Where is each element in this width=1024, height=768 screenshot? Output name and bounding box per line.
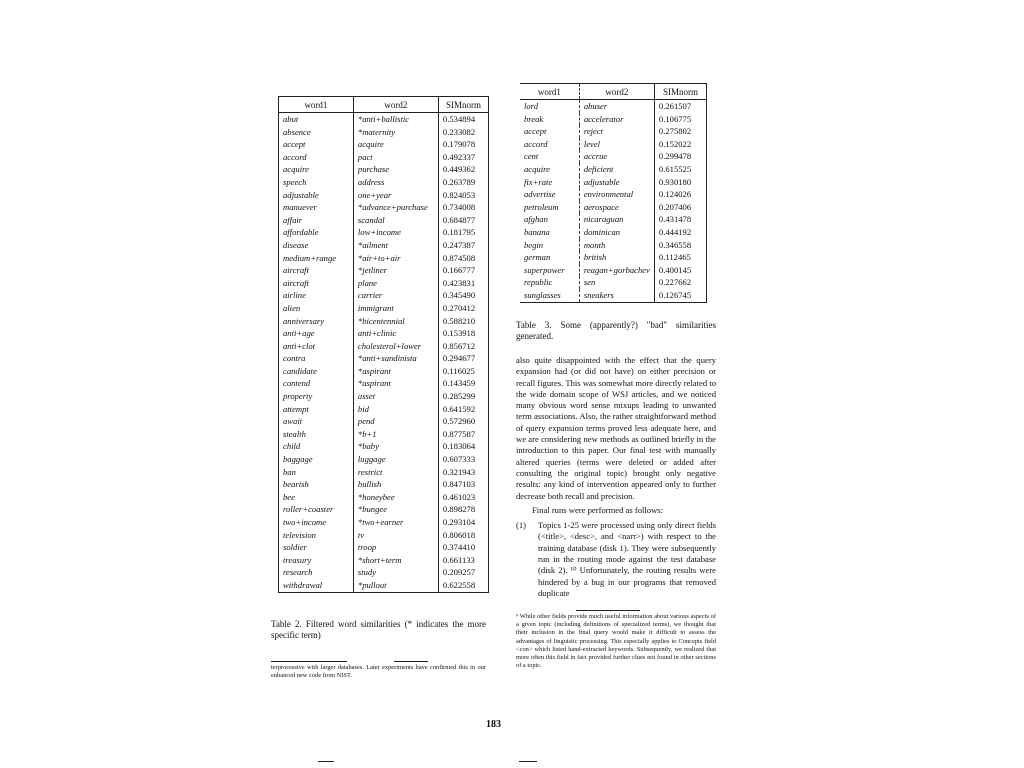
cell-word2: tv — [353, 529, 438, 542]
table-3-body — [520, 100, 707, 303]
cell-word2: troop — [353, 541, 438, 554]
cell-simnorm: 0.607333 — [438, 453, 488, 466]
cell-word1: two+income — [279, 516, 354, 529]
cell-word2: sen — [579, 276, 654, 289]
cell-simnorm: 0.293104 — [438, 516, 488, 529]
cell-word1: ban — [279, 466, 354, 479]
cell-word2: sneakers — [579, 289, 654, 302]
cell-word1: television — [279, 529, 354, 542]
cell-simnorm: 0.423831 — [438, 277, 488, 290]
table-row — [279, 365, 489, 378]
cell-word2: immigrant — [353, 302, 438, 315]
cell-word1: speech — [279, 176, 354, 189]
cell-simnorm: 0.233082 — [438, 126, 488, 139]
table-row — [520, 201, 707, 214]
table-row — [520, 264, 707, 277]
cell-word2: anti+clinic — [353, 327, 438, 340]
cell-simnorm: 0.622558 — [438, 579, 488, 592]
cell-word2: low+income — [353, 226, 438, 239]
cell-word1: baggage — [279, 453, 354, 466]
cell-word2: *anti+ballistic — [353, 113, 438, 126]
cell-word2: *aspirant — [353, 377, 438, 390]
cell-simnorm: 0.492337 — [438, 151, 488, 164]
cell-simnorm: 0.641592 — [438, 403, 488, 416]
cell-word1: accept — [524, 126, 547, 137]
table-row — [279, 377, 489, 390]
cell-word2: restrict — [353, 466, 438, 479]
cell-simnorm: 0.874508 — [438, 252, 488, 265]
table-row — [279, 529, 489, 542]
table-row — [520, 251, 707, 264]
cell-word1: anti+clot — [279, 340, 354, 353]
cell-simnorm: 0.179078 — [438, 138, 488, 151]
cell-simnorm: 0.207406 — [654, 201, 706, 214]
table-row — [279, 302, 489, 315]
table-row — [279, 516, 489, 529]
cell-word2: *bungee — [353, 503, 438, 516]
table-row — [279, 541, 489, 554]
cell-word2: *two+earner — [353, 516, 438, 529]
cell-word1: banana — [524, 226, 550, 237]
cell-word1: withdrawal — [279, 579, 354, 592]
column-header-word1: word1 — [520, 84, 579, 100]
cell-word1: republic — [524, 277, 553, 288]
table-row — [279, 315, 489, 328]
table-row — [520, 176, 707, 189]
cell-word1: acquire — [524, 163, 550, 174]
cell-word2: *jetliner — [353, 264, 438, 277]
table-row — [520, 100, 707, 113]
cell-word1: petroleum — [524, 201, 559, 212]
cell-word2: month — [579, 239, 654, 252]
cell-simnorm: 0.166777 — [438, 264, 488, 277]
cell-word2: deficient — [579, 163, 654, 176]
column-header-simnorm: SIMnorm — [654, 84, 706, 100]
table-row — [279, 277, 489, 290]
table-row — [279, 239, 489, 252]
cell-word2: *baby — [353, 440, 438, 453]
cell-word2: *maternity — [353, 126, 438, 139]
cell-word2: *anti+sandinista — [353, 352, 438, 365]
table-2-caption: Table 2. Filtered word similarities (* indicates the more specific term) — [271, 619, 486, 640]
cell-simnorm: 0.898278 — [438, 503, 488, 516]
cell-word2: study — [353, 566, 438, 579]
cell-word1: begin — [524, 239, 544, 250]
cell-simnorm: 0.116025 — [438, 365, 488, 378]
cell-word2: *ailment — [353, 239, 438, 252]
table-row — [279, 340, 489, 353]
table-row — [279, 214, 489, 227]
cell-simnorm: 0.112465 — [654, 251, 706, 264]
cell-word2: bullish — [353, 478, 438, 491]
cell-word2: accelerator — [579, 113, 654, 126]
table-row — [279, 579, 489, 592]
table-row — [279, 491, 489, 504]
cell-word2: nicaraguan — [579, 213, 654, 226]
cell-simnorm: 0.806018 — [438, 529, 488, 542]
table-row — [279, 252, 489, 265]
cell-word1: airline — [279, 289, 354, 302]
cell-simnorm: 0.299478 — [654, 150, 706, 163]
table-row — [520, 239, 707, 252]
cell-word2: *aspirant — [353, 365, 438, 378]
cell-word1: affordable — [279, 226, 354, 239]
table-row — [279, 352, 489, 365]
cell-word1: child — [279, 440, 354, 453]
cell-simnorm: 0.345490 — [438, 289, 488, 302]
cell-word2: pact — [353, 151, 438, 164]
cell-simnorm: 0.124026 — [654, 188, 706, 201]
cell-simnorm: 0.209257 — [438, 566, 488, 579]
cell-simnorm: 0.285299 — [438, 390, 488, 403]
cell-word2: address — [353, 176, 438, 189]
table-row — [279, 466, 489, 479]
page-number: 183 — [486, 719, 501, 730]
cell-word2: scandal — [353, 214, 438, 227]
cell-word2: reject — [579, 125, 654, 138]
cell-simnorm: 0.661133 — [438, 554, 488, 567]
cell-simnorm: 0.734008 — [438, 201, 488, 214]
column-header-simnorm: SIMnorm — [438, 97, 488, 113]
cell-word1: accord — [524, 138, 548, 149]
table-header-row — [520, 84, 707, 100]
table-row — [279, 453, 489, 466]
table-row — [520, 226, 707, 239]
cell-word1: absence — [279, 126, 354, 139]
cell-word2: acquire — [353, 138, 438, 151]
cell-word2: level — [579, 138, 654, 151]
cell-simnorm: 0.431478 — [654, 213, 706, 226]
cell-word1: candidate — [279, 365, 354, 378]
table-row — [520, 113, 707, 126]
cell-simnorm: 0.247387 — [438, 239, 488, 252]
cell-word1: cent — [524, 151, 539, 162]
table-row — [279, 163, 489, 176]
table-row — [520, 213, 707, 226]
table-row — [279, 440, 489, 453]
table-row — [520, 163, 707, 176]
cell-word1: attempt — [279, 403, 354, 416]
cell-word1: aircraft — [279, 277, 354, 290]
column-header-word1: word1 — [279, 97, 354, 113]
cell-word1: soldier — [279, 541, 354, 554]
cell-word1: break — [524, 113, 544, 124]
cell-word2: cholesterol+lower — [353, 340, 438, 353]
cell-simnorm: 0.126745 — [654, 289, 706, 302]
table-row — [279, 264, 489, 277]
right-column-footnote: ⁹ While other fields provide much useful information about various aspects of a given topic (including definitions of specialized terms), we thought that their inclusion in the final query would make it difficult to assess the advantages of linguistic processing. This especially applies to Concepts field <con> which listed hand-extracted keywords. Subsequently, we realized that more often this field in fact provided further clues not found in other sections of a topic. — [516, 613, 716, 670]
cell-simnorm: 0.824053 — [438, 189, 488, 202]
table-row — [279, 390, 489, 403]
cell-word1: advertise — [524, 189, 556, 200]
cell-simnorm: 0.321943 — [438, 466, 488, 479]
cell-simnorm: 0.449362 — [438, 163, 488, 176]
table-3-caption: Table 3. Some (apparently?) "bad" similarities generated. — [516, 320, 716, 341]
table-row — [279, 138, 489, 151]
cell-word2: *b+1 — [353, 428, 438, 441]
cell-word1: adjustable — [279, 189, 354, 202]
cell-word1: await — [279, 415, 354, 428]
cell-word2: *pullout — [353, 579, 438, 592]
cell-word2: *short+term — [353, 554, 438, 567]
table-row — [520, 276, 707, 289]
cell-word1: contra — [279, 352, 354, 365]
cell-word1: property — [279, 390, 354, 403]
cell-word1: anti+age — [279, 327, 354, 340]
cell-simnorm: 0.181795 — [438, 226, 488, 239]
cell-word1: afghan — [524, 214, 548, 225]
cell-simnorm: 0.143459 — [438, 377, 488, 390]
list-item-text: Topics 1-25 were processed using only direct fields (<title>, <desc>, and <narr>) with respect to the training database (disk 1). They were subsequently run in the routing mode against the test database (disk 2). ¹⁰ Unfortunately, the routing results were hindered by a bug in our programs that removed duplicate — [538, 520, 716, 598]
cell-simnorm: 0.461023 — [438, 491, 488, 504]
cell-word1: stealth — [279, 428, 354, 441]
table-row — [279, 201, 489, 214]
cell-word1: affair — [279, 214, 354, 227]
table-2-body — [279, 113, 489, 593]
cell-simnorm: 0.444192 — [654, 226, 706, 239]
footnote-divider — [576, 610, 640, 611]
cell-word2: *honeybee — [353, 491, 438, 504]
right-column-body — [516, 355, 716, 599]
cell-simnorm: 0.684877 — [438, 214, 488, 227]
table-row — [279, 554, 489, 567]
table-row — [279, 403, 489, 416]
cell-word1: medium+range — [279, 252, 354, 265]
body-paragraph-1: also quite disappointed with the effect that the query expansion had (or did not have) on either precision or recall figures. This was somewhat more directly related to the wide domain scope of WSJ articles, and we noticed many obvious word sense mixups leading to unwanted term associations. Also, the rather straightforward method of query expansion terms proved less adequate here, and we are considering new methods as outlined briefly in the introduction to this paper. Our final test with manually altered queries (terms were deleted or added after consulting the original topic) brought only negative results: any kind of intervention appeared only to further decrease both recall and precision. — [516, 355, 716, 501]
cell-simnorm: 0.183064 — [438, 440, 488, 453]
footnote-divider — [271, 661, 347, 662]
numbered-list-item — [516, 520, 716, 599]
cell-simnorm: 0.856712 — [438, 340, 488, 353]
cell-word1: aircraft — [279, 264, 354, 277]
table-row — [279, 503, 489, 516]
table-row — [279, 151, 489, 164]
cell-simnorm: 0.106775 — [654, 113, 706, 126]
cell-word1: contend — [279, 377, 354, 390]
table-row — [279, 415, 489, 428]
cell-word2: bid — [353, 403, 438, 416]
table-row — [279, 189, 489, 202]
cell-simnorm: 0.588210 — [438, 315, 488, 328]
table-2-filtered-word-similarities — [278, 96, 489, 593]
table-row — [520, 150, 707, 163]
cell-simnorm: 0.294677 — [438, 352, 488, 365]
cell-word1: sunglasses — [524, 289, 561, 300]
cell-word2: abuser — [579, 100, 654, 113]
cell-word2: carrier — [353, 289, 438, 302]
cell-word1: lord — [524, 101, 539, 111]
cell-word1: superpower — [524, 264, 565, 275]
cell-simnorm: 0.270412 — [438, 302, 488, 315]
cell-simnorm: 0.153918 — [438, 327, 488, 340]
cell-word2: accrue — [579, 150, 654, 163]
footnote-divider-fragment — [394, 661, 428, 662]
cell-word1: anniversary — [279, 315, 354, 328]
cell-simnorm: 0.152022 — [654, 138, 706, 151]
cell-word2: pend — [353, 415, 438, 428]
scan-artifact-line — [519, 761, 537, 762]
cell-word1: disease — [279, 239, 354, 252]
table-row — [520, 188, 707, 201]
cell-word2: purchase — [353, 163, 438, 176]
cell-word1: manuever — [279, 201, 354, 214]
cell-word2: *bicentennial — [353, 315, 438, 328]
table-row — [279, 113, 489, 126]
table-row — [279, 226, 489, 239]
cell-word1: fix+rate — [524, 176, 553, 187]
cell-word1: german — [524, 252, 551, 263]
scan-artifact-line — [318, 761, 334, 762]
left-column-footnote: terprocessive with larger databases. Later experiments have confirmed this in our enhanced new code from NIST. — [271, 664, 486, 680]
table-row — [520, 125, 707, 138]
cell-word2: *advance+purchase — [353, 201, 438, 214]
cell-word2: aerospace — [579, 201, 654, 214]
cell-word2: one+year — [353, 189, 438, 202]
table-row — [279, 478, 489, 491]
cell-simnorm: 0.227662 — [654, 276, 706, 289]
cell-word1: bearish — [279, 478, 354, 491]
cell-word2: dominican — [579, 226, 654, 239]
table-row — [279, 566, 489, 579]
column-header-word2: word2 — [353, 97, 438, 113]
table-header-row — [279, 97, 489, 113]
cell-word1: research — [279, 566, 354, 579]
table-row — [520, 289, 707, 302]
table-row — [279, 176, 489, 189]
cell-word2: environmental — [579, 188, 654, 201]
cell-word2: luggage — [353, 453, 438, 466]
cell-simnorm: 0.346558 — [654, 239, 706, 252]
cell-word1: alien — [279, 302, 354, 315]
cell-simnorm: 0.877587 — [438, 428, 488, 441]
cell-word2: asset — [353, 390, 438, 403]
cell-simnorm: 0.534894 — [438, 113, 488, 126]
cell-simnorm: 0.615525 — [654, 163, 706, 176]
cell-word1: acquire — [279, 163, 354, 176]
cell-simnorm: 0.275802 — [654, 125, 706, 138]
cell-word1: abut — [279, 113, 354, 126]
list-item-number: (1) — [516, 520, 527, 531]
cell-word1: treasury — [279, 554, 354, 567]
cell-word2: *air+to+air — [353, 252, 438, 265]
table-row — [279, 126, 489, 139]
cell-simnorm: 0.263789 — [438, 176, 488, 189]
cell-simnorm: 0.400145 — [654, 264, 706, 277]
body-paragraph-2: Final runs were performed as follows: — [532, 504, 664, 515]
cell-word1: accept — [279, 138, 354, 151]
cell-simnorm: 0.261507 — [654, 100, 706, 113]
table-row — [520, 138, 707, 151]
table-row — [279, 327, 489, 340]
cell-word1: accord — [279, 151, 354, 164]
column-header-word2: word2 — [579, 84, 654, 100]
cell-word2: plane — [353, 277, 438, 290]
cell-simnorm: 0.572960 — [438, 415, 488, 428]
table-3-bad-similarities — [520, 83, 707, 303]
cell-simnorm: 0.374410 — [438, 541, 488, 554]
cell-word2: reagan+gorbachev — [579, 264, 654, 277]
cell-word1: bee — [279, 491, 354, 504]
cell-word1: roller+coaster — [279, 503, 354, 516]
cell-word2: adjustable — [579, 176, 654, 189]
table-row — [279, 428, 489, 441]
cell-simnorm: 0.930180 — [654, 176, 706, 189]
cell-simnorm: 0.847103 — [438, 478, 488, 491]
cell-word2: british — [579, 251, 654, 264]
table-row — [279, 289, 489, 302]
